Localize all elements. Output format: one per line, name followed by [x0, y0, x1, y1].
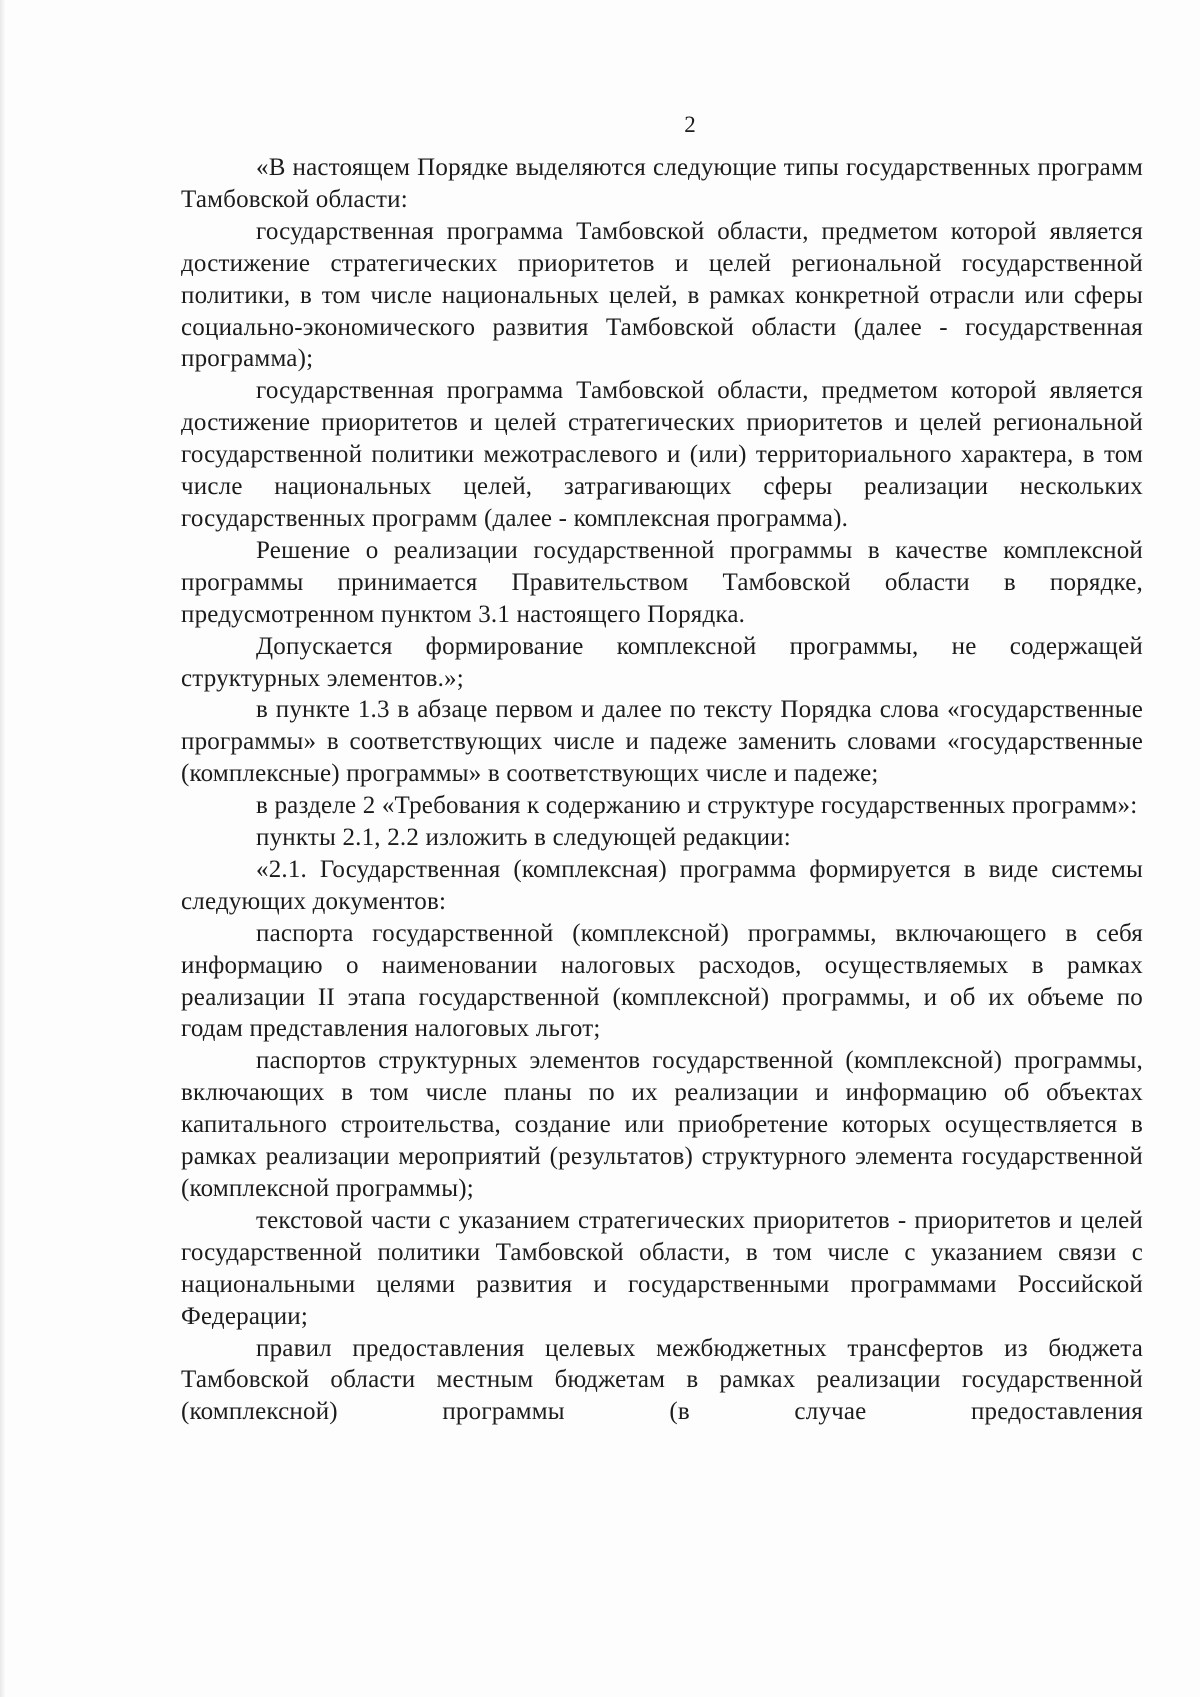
paragraph: Допускается формирование комплексной программы, не содержащей структурных элементов.»;: [181, 632, 1143, 692]
paragraph: паспорта государственной (комплексной) программы, включающего в себя информацию о наименовании налоговых расходов, осуществляемых в рамках реализации II этапа государственной (комплексной) программы, и об их объеме по годам представления налоговых льгот;: [181, 919, 1143, 1043]
paragraph: паспортов структурных элементов государственной (комплексной) программы, включающих в том числе планы по их реализации и информацию об объектах капитального строительства, создание или приобретение которых осуществляется в рамках реализации мероприятий (результатов) структурного элемента государственной (комплексной программы);: [181, 1047, 1143, 1202]
paragraph: в пункте 1.3 в абзаце первом и далее по тексту Порядка слова «государственные программы» в соответствующих числе и падеже заменить словами «государственные (комплексные) программы» в соответствующих числе и падеже;: [181, 696, 1143, 788]
document-body: [181, 152, 1143, 1428]
paragraph: государственная программа Тамбовской области, предметом которой является достижение стратегических приоритетов и целей региональной государственной политики, в том числе национальных целей, в рамках конкретной отрасли или сферы социально-экономического развития Тамбовской области (далее - государственная программа);: [181, 217, 1143, 373]
page-number: 2: [684, 112, 696, 137]
paragraph: государственная программа Тамбовской области, предметом которой является достижение приоритетов и целей стратегических приоритетов и целей региональной государственной политики межотраслевого и (или) территориального характера, в том числе национальных целей, затрагивающих сферы реализации нескольких государственных программ (далее - комплексная программа).: [181, 377, 1143, 532]
paragraph: текстовой части с указанием стратегических приоритетов - приоритетов и целей государственной политики Тамбовской области, в том числе с указанием связи с национальными целями развития и государственными программами Российской Федерации;: [181, 1206, 1143, 1330]
paragraph: в разделе 2 «Требования к содержанию и структуре государственных программ»:: [256, 792, 1138, 820]
paragraph: пункты 2.1, 2.2 изложить в следующей редакции:: [256, 824, 791, 852]
paragraph: Решение о реализации государственной программы в качестве комплексной программы принимается Правительством Тамбовской области в порядке, предусмотренном пунктом 3.1 настоящего Порядка.: [181, 536, 1143, 628]
scan-edge: [0, 0, 6, 1697]
paragraph: «2.1. Государственная (комплексная) программа формируется в виде системы следующих документов:: [181, 855, 1143, 915]
paragraph: правил предоставления целевых межбюджетных трансфертов из бюджета Тамбовской области местным бюджетам в рамках реализации государственной (комплексной) программы (в случае предоставления: [181, 1334, 1143, 1426]
paragraph: «В настоящем Порядке выделяются следующие типы государственных программ Тамбовской области:: [181, 154, 1143, 213]
